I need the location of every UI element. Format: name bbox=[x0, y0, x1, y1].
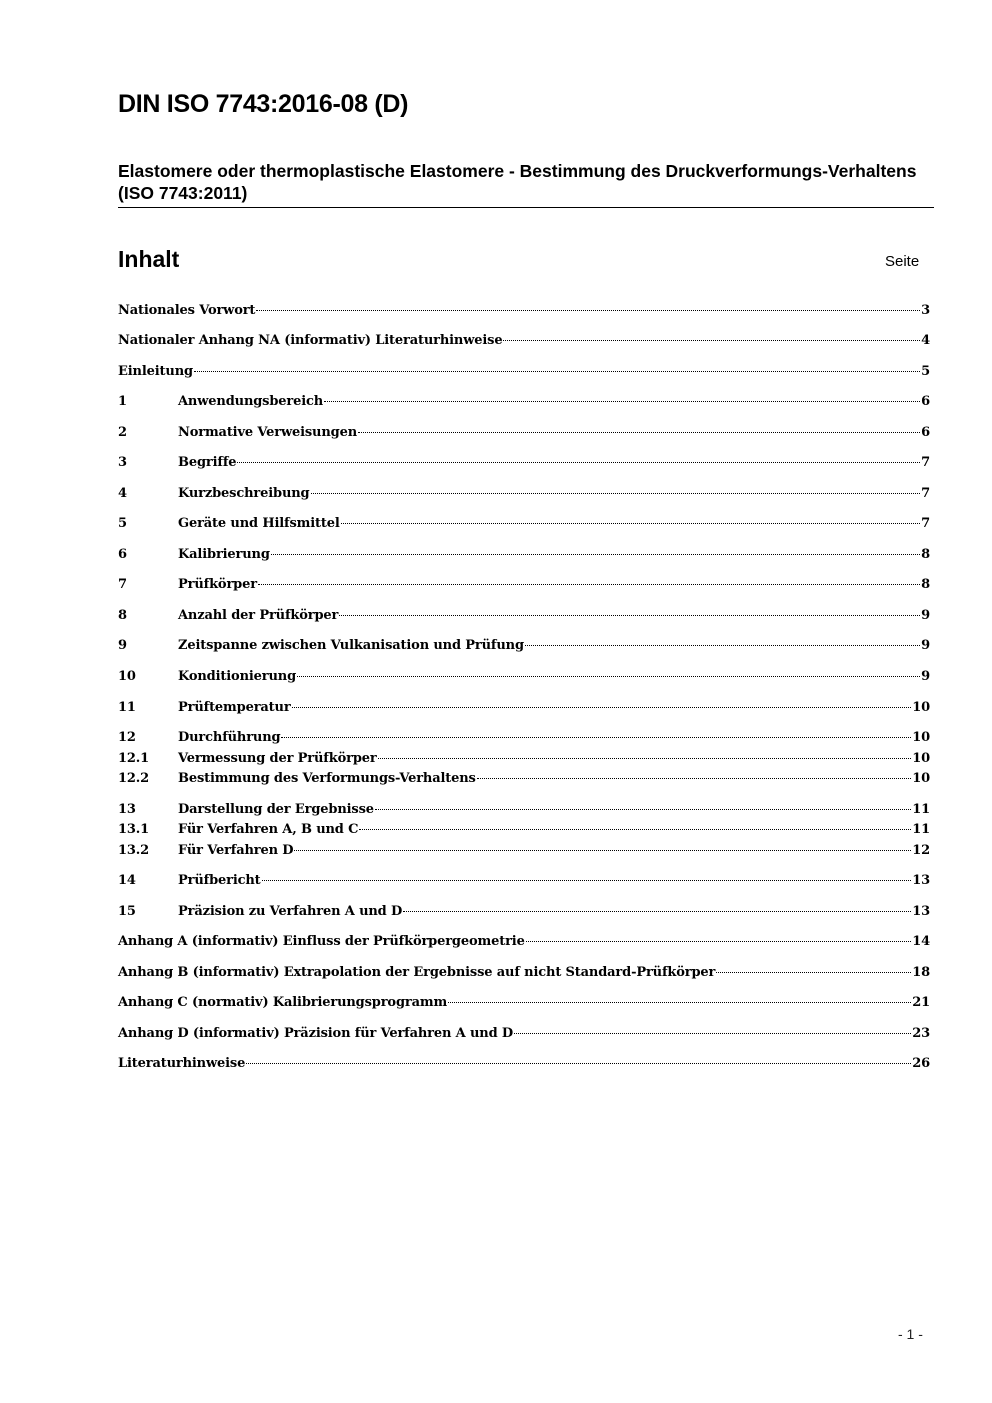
toc-entry-page: 13 bbox=[912, 873, 930, 888]
toc-leader-dots bbox=[297, 676, 920, 677]
toc-entry-page: 10 bbox=[912, 751, 930, 766]
toc-entry-number: 5 bbox=[118, 516, 127, 531]
toc-entry[interactable] bbox=[118, 934, 930, 954]
toc-entry-page: 11 bbox=[912, 802, 930, 817]
toc-leader-dots bbox=[526, 941, 911, 942]
toc-entry-number: 3 bbox=[118, 455, 127, 470]
toc-entry-page: 6 bbox=[921, 394, 930, 409]
toc-entry[interactable] bbox=[118, 364, 930, 384]
toc-entry-number: 2 bbox=[118, 425, 127, 440]
toc-entry-number: 11 bbox=[118, 700, 136, 715]
toc-entry-page: 8 bbox=[921, 547, 930, 562]
toc-entry-title: Anhang C (normativ) Kalibrierungsprogramm bbox=[118, 995, 448, 1010]
toc-entry[interactable] bbox=[118, 995, 930, 1015]
toc-entry[interactable] bbox=[118, 455, 930, 475]
toc-entry-page: 6 bbox=[921, 425, 930, 440]
toc-entry-number: 13 bbox=[118, 802, 136, 817]
toc-leader-dots bbox=[311, 493, 921, 494]
toc-entry[interactable] bbox=[118, 486, 930, 506]
toc-entry-page: 4 bbox=[921, 333, 930, 348]
toc-entry-page: 9 bbox=[921, 669, 930, 684]
toc-entry-number: 1 bbox=[118, 394, 127, 409]
toc-entry-page: 7 bbox=[921, 486, 930, 501]
toc-entry-title: Anhang B (informativ) Extrapolation der Ergebnisse auf nicht Standard-Prüfkörper bbox=[118, 965, 716, 980]
toc-entry[interactable] bbox=[118, 700, 930, 720]
toc-entry-page: 14 bbox=[912, 934, 930, 949]
toc-entry-title: Anzahl der Prüfkörper bbox=[178, 608, 339, 623]
document-subtitle: Elastomere oder thermoplastische Elastomere - Bestimmung des Druckverformungs-Verhaltens (ISO 7743:2011) bbox=[118, 160, 934, 208]
toc-entry-number: 9 bbox=[118, 638, 127, 653]
toc-leader-dots bbox=[292, 707, 912, 708]
toc-entry-number: 13.1 bbox=[118, 822, 150, 837]
toc-leader-dots bbox=[258, 584, 920, 585]
toc-entry[interactable] bbox=[118, 577, 930, 597]
toc-entry-number: 7 bbox=[118, 577, 127, 592]
toc-leader-dots bbox=[271, 554, 920, 555]
toc-leader-dots bbox=[448, 1002, 911, 1003]
toc-entry-page: 12 bbox=[912, 843, 930, 858]
page-number: - 1 - bbox=[898, 1326, 923, 1342]
toc-leader-dots bbox=[294, 850, 911, 851]
toc-leader-dots bbox=[281, 737, 911, 738]
toc-leader-dots bbox=[378, 758, 912, 759]
toc-entry-title: Nationales Vorwort bbox=[118, 303, 256, 318]
toc-leader-dots bbox=[503, 340, 920, 341]
toc-entry-page: 13 bbox=[912, 904, 930, 919]
toc-entry[interactable] bbox=[118, 669, 930, 689]
toc-entry-page: 9 bbox=[921, 608, 930, 623]
toc-entry-page: 11 bbox=[912, 822, 930, 837]
toc-leader-dots bbox=[477, 778, 911, 779]
toc-entry-page: 8 bbox=[921, 577, 930, 592]
toc-entry-title: Normative Verweisungen bbox=[178, 425, 358, 440]
toc-entry-title: Präzision zu Verfahren A und D bbox=[178, 904, 403, 919]
toc-leader-dots bbox=[514, 1033, 911, 1034]
toc-page-column-heading: Seite bbox=[885, 253, 920, 270]
toc-entry[interactable] bbox=[118, 333, 930, 353]
toc-entry-number: 15 bbox=[118, 904, 136, 919]
toc-entry-number: 4 bbox=[118, 486, 127, 501]
toc-entry-title: Prüfbericht bbox=[178, 873, 261, 888]
toc-entry-page: 3 bbox=[921, 303, 930, 318]
toc-entry-title: Anhang D (informativ) Präzision für Verfahren A und D bbox=[118, 1026, 514, 1041]
toc-entry-number: 12.1 bbox=[118, 751, 150, 766]
document-title: DIN ISO 7743:2016-08 (D) bbox=[118, 90, 409, 118]
toc-leader-dots bbox=[359, 829, 911, 830]
toc-leader-dots bbox=[341, 523, 920, 524]
toc-leader-dots bbox=[256, 310, 920, 311]
toc-entry-number: 13.2 bbox=[118, 843, 150, 858]
toc-entry-title: Kurzbeschreibung bbox=[178, 486, 310, 501]
toc-entry[interactable] bbox=[118, 904, 930, 924]
toc-entry-title: Für Verfahren D bbox=[178, 843, 294, 858]
toc-entry-page: 10 bbox=[912, 730, 930, 745]
toc-leader-dots bbox=[358, 432, 920, 433]
toc-entry-title: Nationaler Anhang NA (informativ) Literaturhinweise bbox=[118, 333, 503, 348]
toc-entry[interactable] bbox=[118, 303, 930, 323]
toc-entry-number: 12 bbox=[118, 730, 136, 745]
toc-entry[interactable] bbox=[118, 822, 930, 842]
toc-entry-title: Begriffe bbox=[178, 455, 237, 470]
toc-entry-page: 10 bbox=[912, 700, 930, 715]
toc-entry[interactable] bbox=[118, 873, 930, 893]
toc-entry-page: 10 bbox=[912, 771, 930, 786]
toc-entry-number: 8 bbox=[118, 608, 127, 623]
toc-entry-page: 7 bbox=[921, 516, 930, 531]
toc-entry-title: Zeitspanne zwischen Vulkanisation und Prüfung bbox=[178, 638, 524, 653]
toc-entry-title: Prüftemperatur bbox=[178, 700, 291, 715]
toc-leader-dots bbox=[237, 462, 920, 463]
toc-leader-dots bbox=[525, 645, 920, 646]
toc-entry-page: 5 bbox=[921, 364, 930, 379]
toc-entry-title: Vermessung der Prüfkörper bbox=[178, 751, 377, 766]
toc-entry-number: 14 bbox=[118, 873, 136, 888]
toc-entry[interactable] bbox=[118, 843, 930, 863]
toc-entry-title: Für Verfahren A, B und C bbox=[178, 822, 359, 837]
toc-entry-page: 18 bbox=[912, 965, 930, 980]
toc-entry-title: Einleitung bbox=[118, 364, 193, 379]
toc-entry[interactable] bbox=[118, 1056, 930, 1076]
toc-entry[interactable] bbox=[118, 771, 930, 791]
toc-entry-page: 9 bbox=[921, 638, 930, 653]
toc-entry-number: 6 bbox=[118, 547, 127, 562]
toc-leader-dots bbox=[339, 615, 920, 616]
toc-leader-dots bbox=[246, 1063, 911, 1064]
toc-entry[interactable] bbox=[118, 802, 930, 822]
toc-entry[interactable] bbox=[118, 425, 930, 445]
toc-entry-number: 10 bbox=[118, 669, 136, 684]
toc-entry-title: Anhang A (informativ) Einfluss der Prüfkörpergeometrie bbox=[118, 934, 525, 949]
toc-entry[interactable] bbox=[118, 638, 930, 658]
toc-entry-title: Kalibrierung bbox=[178, 547, 270, 562]
toc-entry-title: Konditionierung bbox=[178, 669, 297, 684]
toc-entry-number: 12.2 bbox=[118, 771, 150, 786]
toc-entry[interactable] bbox=[118, 608, 930, 628]
toc-entry[interactable] bbox=[118, 965, 930, 985]
toc-entry[interactable] bbox=[118, 730, 930, 750]
toc-entry[interactable] bbox=[118, 547, 930, 567]
toc-entry-page: 7 bbox=[921, 455, 930, 470]
toc-entry-title: Darstellung der Ergebnisse bbox=[178, 802, 374, 817]
toc-heading: Inhalt bbox=[118, 246, 180, 272]
toc-entry-title: Prüfkörper bbox=[178, 577, 257, 592]
toc-leader-dots bbox=[716, 972, 911, 973]
toc-entry-title: Bestimmung des Verformungs-Verhaltens bbox=[178, 771, 476, 786]
toc-entry-page: 21 bbox=[912, 995, 930, 1010]
toc-leader-dots bbox=[194, 371, 920, 372]
toc-leader-dots bbox=[262, 880, 912, 881]
toc-leader-dots bbox=[375, 809, 911, 810]
toc-entry-page: 23 bbox=[912, 1026, 930, 1041]
toc-entry-title: Literaturhinweise bbox=[118, 1056, 246, 1071]
toc-entry[interactable] bbox=[118, 516, 930, 536]
toc-leader-dots bbox=[324, 401, 920, 402]
toc-entry[interactable] bbox=[118, 394, 930, 414]
toc-entry-title: Anwendungsbereich bbox=[178, 394, 324, 409]
toc-entry-title: Geräte und Hilfsmittel bbox=[178, 516, 340, 531]
toc-entry[interactable] bbox=[118, 751, 930, 771]
toc-entry-page: 26 bbox=[912, 1056, 930, 1071]
toc-entry-title: Durchführung bbox=[178, 730, 281, 745]
toc-leader-dots bbox=[403, 911, 911, 912]
toc-entry[interactable] bbox=[118, 1026, 930, 1046]
